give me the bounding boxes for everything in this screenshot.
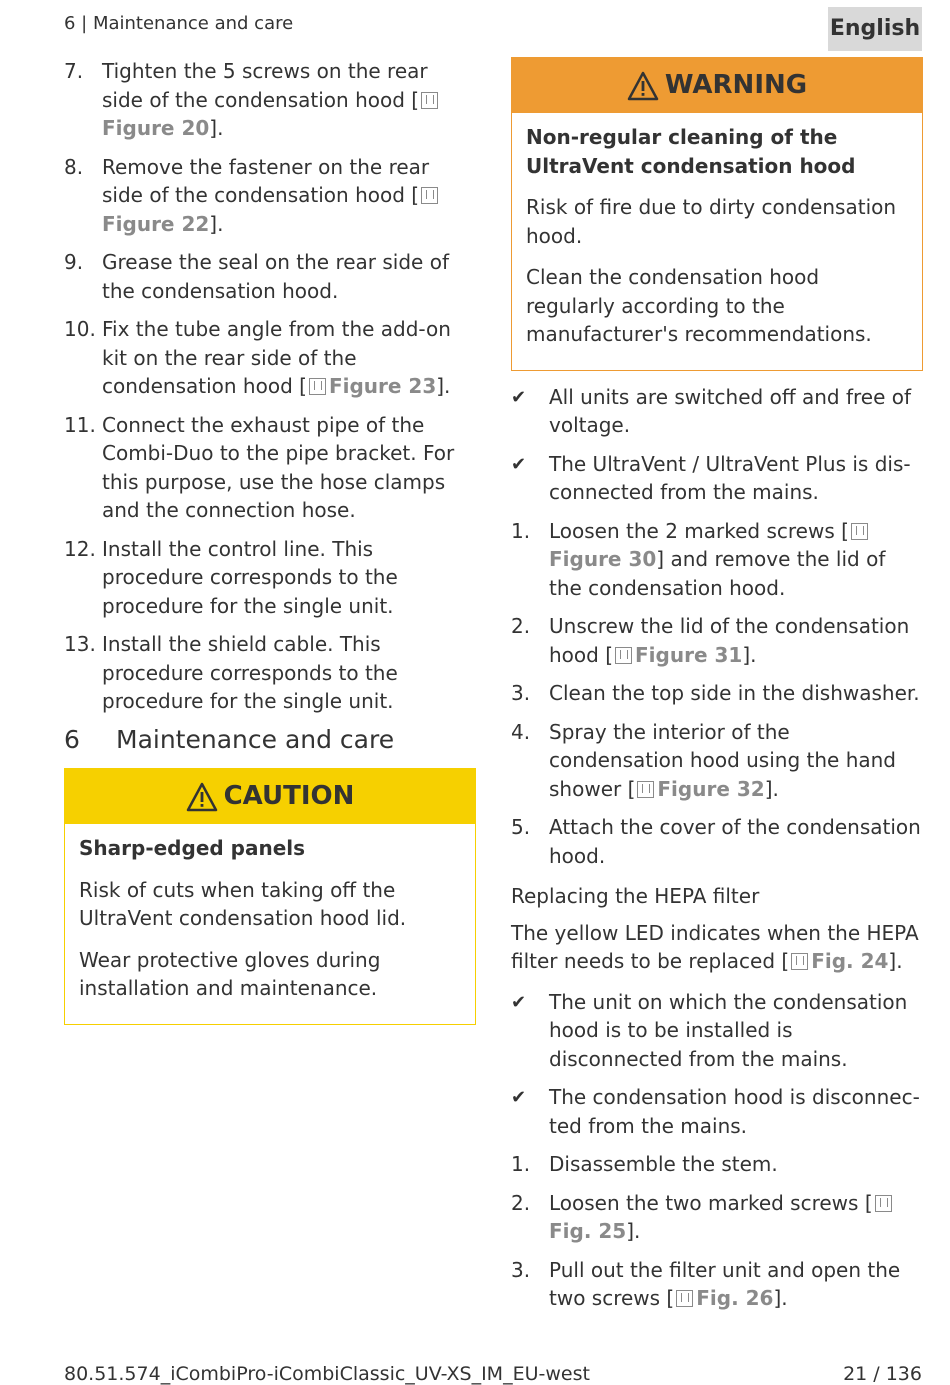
step-text-body: Connect the exhaust pipe of the Combi-Duo to the pipe bracket. For this purpose, use the hose clamps and the connection hose. [102,412,455,522]
list-item [64,248,469,305]
figure-ref-icon [791,953,808,970]
step-text [549,612,923,669]
list-item [511,612,923,669]
list-item [64,153,469,239]
step-text-body: Loosen the two marked screws [ [549,1190,873,1215]
hepa-paragraph [511,919,923,976]
figure-ref-link[interactable]: Figure 32 [657,776,765,801]
figure-ref-link[interactable]: Figure 31 [635,642,743,667]
list-item [511,718,923,804]
section-title: Maintenance and care [116,724,395,754]
figure-ref-icon [875,1195,892,1212]
list-item [64,411,469,525]
header-section: 6 | Maintenance and care [64,13,294,34]
figure-ref-icon [615,647,632,664]
right-column [511,57,923,1323]
list-item [511,679,923,708]
figure-ref-icon [421,92,438,109]
figure-ref-link[interactable]: Fig. 24 [811,949,889,973]
step-text-end: ]. [436,374,451,398]
caution-header [65,769,475,824]
hepa-steps-list [511,1150,923,1313]
figure-ref-link[interactable]: Fig. 26 [696,1286,774,1310]
step-text-body: Install the control line. This procedure corresponds to the procedure for the single unit. [102,536,398,618]
section-number: 6 [64,724,80,754]
step-number: 11. [64,412,96,437]
step-text-body: Attach the cover of the condensation hood. [549,815,921,868]
hepa-text: The yellow LED indicates when the HEPA filter needs to be replaced [ [511,920,919,973]
list-item [64,57,469,143]
step-text-body: Remove the fastener on the rear side of the condensation hood [ [102,154,430,207]
prerequisite-text: The unit on which the condensation hood is to be installed is disconnected from the mains. [549,989,908,1071]
figure-ref-link[interactable]: Figure 20 [102,116,210,140]
list-item [511,1256,923,1313]
step-number: 13. [64,632,96,656]
step-number: 4. [511,719,531,744]
figure-ref-link[interactable]: Fig. 25 [549,1219,627,1243]
step-number: 9. [64,250,84,274]
step-text-body: Disassemble the stem. [549,1152,778,1176]
step-number: 7. [64,59,84,83]
list-item [511,813,923,870]
checkmark-icon: ✔ [511,386,527,408]
step-text-end: ]. [626,1219,641,1243]
step-text [102,535,469,621]
step-number: 1. [511,518,531,543]
prerequisite-text: All units are switched off and free of voltage. [549,384,912,437]
step-text [549,1189,923,1246]
step-text-body: Grease the seal on the rear side of the condensation hood. [102,250,449,303]
left-column [64,57,469,1037]
list-item [64,315,469,401]
step-text-body: Pull out the filter unit and open the two screws [ [549,1257,901,1310]
footer-doc-id: 80.51.574_iCombiPro-iCombiClassic_UV-XS_IM_EU-west [64,1363,590,1385]
step-text-body: Unscrew the lid of the condensation hood [ [549,614,910,667]
figure-ref-link[interactable]: Figure 30 [549,547,657,571]
prerequisites-cleaning [511,383,923,507]
caution-risk: Risk of cuts when taking off the UltraVent condensation hood lid. [79,877,407,930]
prerequisite-text: The UltraVent / UltraVent Plus is dis-connected from the mains. [549,451,911,504]
step-text-end: ]. [742,642,757,667]
prerequisite-item [511,1083,923,1140]
warning-title: Non-regular cleaning of the UltraVent condensation hood [526,125,856,178]
step-number: 5. [511,815,531,839]
section-heading [64,726,469,755]
caution-box [64,768,476,1025]
list-item [511,517,923,603]
warning-box [511,57,923,371]
list-item [64,630,469,716]
warning-risk: Risk of fire due to dirty condensation hood. [526,195,897,248]
step-text [549,517,923,603]
step-number: 2. [511,614,531,638]
step-text-end: ]. [209,116,224,140]
list-item [511,1189,923,1246]
step-text [102,411,469,525]
checkmark-icon: ✔ [511,1087,527,1108]
warning-header [512,58,922,113]
prerequisite-item [511,450,923,507]
step-text [102,315,469,401]
footer-page-number: 21 / 136 [843,1363,922,1385]
step-number: 3. [511,1257,531,1282]
prerequisite-text: The condensation hood is disconnec-ted from the mains. [549,1085,920,1138]
figure-ref-icon [851,523,868,540]
step-text-end: ] and remove the lid of the condensation hood. [549,547,886,600]
step-number: 1. [511,1152,531,1176]
step-text-body: Tighten the 5 screws on the rear side of the condensation hood [ [102,59,428,112]
step-text-body: Loosen the 2 marked screws [ [549,518,849,543]
warning-label: WARNING [664,70,808,101]
step-number: 3. [511,681,531,705]
list-item [511,1150,923,1179]
step-text [549,1150,923,1179]
figure-ref-icon [637,781,654,798]
step-text [102,153,469,239]
list-item [64,535,469,621]
step-number: 12. [64,536,96,561]
step-text-body: Spray the interior of the condensation hood using the hand shower [ [549,719,896,801]
step-text-body: Fix the tube angle from the add-on kit on the rear side of the condensation hood [ [102,317,451,398]
figure-ref-icon [309,378,326,395]
caution-label: CAUTION [223,781,355,812]
step-text [102,248,469,305]
prerequisite-item [511,383,923,440]
step-text-body: Clean the top side in the dishwasher. [549,681,920,705]
figure-ref-icon [676,1290,693,1307]
step-text [102,630,469,716]
step-text-end: ]. [764,776,779,801]
figure-ref-icon [421,187,438,204]
warning-triangle-icon [627,71,659,101]
caution-action: Wear protective gloves during installation and maintenance. [79,947,381,1000]
prerequisite-item [511,988,923,1074]
step-text-body: Install the shield cable. This procedure corresponds to the procedure for the single unit. [102,632,398,713]
checkmark-icon: ✔ [511,991,527,1013]
step-number: 8. [64,154,84,179]
step-number: 2. [511,1190,531,1215]
cleaning-steps-list [511,517,923,871]
step-text [102,57,469,143]
warning-triangle-icon [186,782,218,812]
language-badge: English [828,7,922,51]
subheading-hepa: Replacing the HEPA filter [511,884,760,908]
prerequisites-hepa [511,988,923,1141]
step-text [549,1256,923,1313]
warning-action: Clean the condensation hood regularly according to the manufacturer's recommendations. [526,265,872,346]
figure-ref-link[interactable]: Figure 22 [102,211,210,236]
step-text-end: ]. [209,211,224,236]
step-text [549,718,923,804]
figure-ref-link[interactable]: Figure 23 [328,374,437,398]
step-number: 10. [64,317,96,341]
left-steps-list [64,57,469,716]
checkmark-icon: ✔ [511,453,527,475]
caution-title: Sharp-edged panels [79,836,306,860]
hepa-text-end: ]. [888,949,903,973]
step-text-end: ]. [773,1286,788,1310]
step-text [549,813,923,870]
step-text [549,679,923,708]
